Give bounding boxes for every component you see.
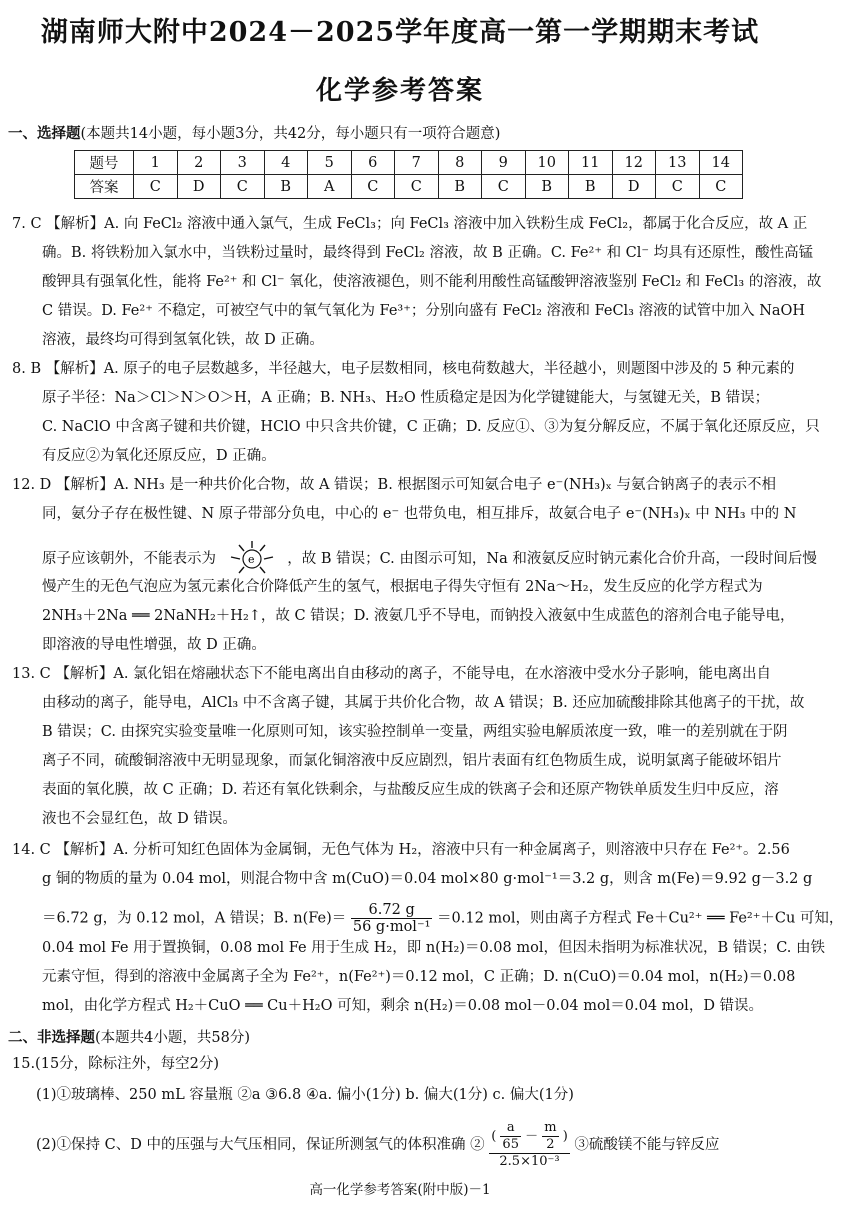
q12-line: 同，氨分子存在极性键、N 原子带部分负电，中心的 e⁻ 也带负电，相互排斥，故氨合电子 e⁻(NH₃)ₓ 中 NH₃ 中的 N — [42, 506, 797, 522]
q12-line: 即溶液的导电性增强，故 D 正确。 — [42, 637, 266, 653]
table-cell: C — [656, 175, 700, 199]
table-cell: 14 — [699, 151, 743, 175]
q14-line: 14. C 【解析】A. 分析可知红色固体为金属铜，无色气体为 H₂，溶液中只有一种金属离子，则溶液中只存在 Fe²⁺。2.56 — [12, 842, 790, 858]
fraction-a-over-65 — [500, 1120, 521, 1153]
q14-line: 元素守恒，得到的溶液中金属离子全为 Fe²⁺，n(Fe²⁺)＝0.12 mol，C 正确；D. n(CuO)＝0.04 mol，n(H₂)＝0.08 — [42, 969, 796, 985]
fraction-formula — [489, 1120, 570, 1170]
q7-line: 7. C 【解析】A. 向 FeCl₂ 溶液中通入氯气，生成 FeCl₃；向 FeCl₃ 溶液中加入铁粉生成 FeCl₂，都属于化合反应，故 A 正 — [12, 216, 808, 232]
table-cell: C — [221, 175, 265, 199]
q13-line: 离子不同，硫酸铜溶液中无明显现象，而氯化铜溶液中反应剧烈，铝片表面有红色物质生成，说明氯离子能破坏铝片 — [42, 753, 782, 769]
q13-line: 液也不会显红色，故 D 错误。 — [42, 811, 237, 827]
q14-line-start: ＝6.72 g，为 0.12 mol，A 错误；B. n(Fe)＝ — [42, 910, 347, 927]
q13-line: 13. C 【解析】A. 氯化铝在熔融状态下不能电离出自由移动的离子，不能导电，在水溶液中受水分子影响，能电离出自 — [12, 666, 772, 682]
fraction-m-over-2 — [542, 1120, 558, 1153]
table-cell: B — [438, 175, 482, 199]
q12-line: 2NH₃＋2Na ══ 2NaNH₂＋H₂↑，故 C 错误；D. 液氨几乎不导电，而钠投入液氨中生成蓝色的溶剂合电子能导电， — [42, 608, 795, 624]
q15-part-2-start: (2)①保持 C、D 中的压强与大气压相同，保证所测氢气的体积准确 ② — [36, 1137, 485, 1153]
table-cell: A — [308, 175, 352, 199]
table-cell: C — [699, 175, 743, 199]
table-cell: 2 — [177, 151, 221, 175]
table-cell: C — [351, 175, 395, 199]
row-label-number: 题号 — [75, 151, 134, 175]
q8-line: 有反应②为氧化还原反应，D 正确。 — [42, 448, 276, 464]
table-cell: 10 — [525, 151, 569, 175]
svg-text:e: e — [247, 553, 255, 566]
table-cell: 3 — [221, 151, 265, 175]
table-row-numbers — [75, 151, 743, 175]
q15-part-1: (1)①玻璃棒、250 mL 容量瓶 ②a ③6.8 ④a. 偏小(1分) b. 偏大(1分) c. 偏大(1分) — [36, 1087, 574, 1103]
table-cell: 1 — [134, 151, 178, 175]
q7-line: 确。B. 将铁粉加入氯水中，当铁粉过量时，最终得到 FeCl₂ 溶液，故 B 正确。C. Fe²⁺ 和 Cl⁻ 均具有还原性，酸性高锰 — [42, 245, 814, 261]
q13-line: B 错误；C. 由探究实验变量唯一化原则可知，该实验控制单一变量，两组实验电解质浓度一致，唯一的差别就在于阴 — [42, 724, 788, 740]
table-cell: B — [569, 175, 613, 199]
fraction-denominator: 2 — [546, 1137, 555, 1152]
section-2-title: 二、非选择题 — [8, 1029, 95, 1046]
section-1-title: 一、选择题 — [8, 125, 81, 142]
table-cell: D — [177, 175, 221, 199]
page-subtitle: 化学参考答案 — [315, 76, 484, 106]
page-title: 湖南师大附中2024－2025学年度高一第一学期期末考试 — [40, 17, 760, 48]
page-footer: 高一化学参考答案(附中版)－1 — [309, 1182, 491, 1198]
fraction-denominator: 56 g·mol⁻¹ — [352, 919, 431, 935]
table-row-answers — [75, 175, 743, 199]
table-cell: C — [395, 175, 439, 199]
q8-line: 原子半径：Na＞Cl＞N＞O＞H，A 正确；B. NH₃、H₂O 性质稳定是因为化学键键能大，与氢键无关，B 错误； — [42, 390, 770, 406]
table-cell: C — [134, 175, 178, 199]
q15-part-2-end: ③硫酸镁不能与锌反应 — [574, 1137, 720, 1153]
table-cell: 11 — [569, 151, 613, 175]
q7-line: C 错误。D. Fe²⁺ 不稳定，可被空气中的氧气氧化为 Fe³⁺；分别向盛有 FeCl₂ 溶液和 FeCl₃ 溶液的试管中加入 NaOH — [42, 303, 806, 319]
q13-line: 由移动的离子，能导电，AlCl₃ 中不含离子键，其属于共价化合物，故 A 错误；B. 还应加硫酸排除其他离子的干扰，故 — [42, 695, 805, 711]
section-2-note: (本题共4小题，共58分) — [95, 1030, 250, 1046]
row-label-answer: 答案 — [75, 175, 134, 199]
table-cell: 13 — [656, 151, 700, 175]
table-cell: 5 — [308, 151, 352, 175]
solvated-electron-diagram — [221, 539, 283, 579]
q14-line-end: ＝0.12 mol，则由离子方程式 Fe＋Cu²⁺ ══ Fe²⁺＋Cu 可知， — [437, 910, 843, 927]
table-cell: 4 — [264, 151, 308, 175]
section-1-heading — [8, 122, 500, 143]
q12-line-end: ，故 B 错误；C. 由图示可知，Na 和液氨反应时钠元素化合价升高，一段时间后慢 — [287, 551, 817, 567]
q8-line: 8. B 【解析】A. 原子的电子层数越多，半径越大，电子层数相同，核电荷数越大，半径越小，则题图中涉及的 5 种元素的 — [12, 361, 795, 377]
q14-line: g 铜的物质的量为 0.04 mol，则混合物中含 m(CuO)＝0.04 mol×80 g·mol⁻¹＝3.2 g，则含 m(Fe)＝9.92 g－3.2 g — [42, 871, 813, 887]
table-cell: 9 — [482, 151, 526, 175]
fraction-numerator: m — [544, 1120, 557, 1135]
table-cell: 12 — [612, 151, 656, 175]
q12-line: 12. D 【解析】A. NH₃ 是一种共价化合物，故 A 错误；B. 根据图示可知氨合电子 e⁻(NH₃)ₓ 与氨合钠离子的表示不相 — [12, 477, 776, 493]
fraction-numerator: 6.72 g — [351, 902, 433, 919]
q8-line: C. NaClO 中含离子键和共价键，HClO 中只含共价键，C 正确；D. 反应①、③为复分解反应，不属于氧化还原反应，只 — [42, 419, 820, 435]
table-cell: D — [612, 175, 656, 199]
q14-line: 0.04 mol Fe 用于置换铜，0.08 mol Fe 用于生成 H₂，即 n(H₂)＝0.08 mol，但因未指明为标准状况，B 错误；C. 由铁 — [42, 940, 826, 956]
q15-part-2 — [36, 1120, 719, 1170]
fraction-numerator: ( $\frac{a}{65}$ － $\frac{m}{2}$ ) — [491, 1120, 568, 1152]
table-cell: 8 — [438, 151, 482, 175]
section-2-heading — [8, 1026, 250, 1047]
table-cell: 6 — [351, 151, 395, 175]
q14-line — [42, 902, 843, 935]
fraction-numerator: a — [500, 1120, 521, 1137]
table-cell: B — [264, 175, 308, 199]
q14-line: mol，由化学方程式 H₂＋CuO ══ Cu＋H₂O 可知，剩余 n(H₂)＝0.08 mol－0.04 mol＝0.04 mol，D 错误。 — [42, 998, 764, 1014]
fraction-denominator: 65 — [502, 1137, 519, 1152]
table-cell: 7 — [395, 151, 439, 175]
q7-line: 酸钾具有强氧化性，能将 Fe²⁺ 和 Cl⁻ 氧化，使溶液褪色，则不能利用酸性高锰酸钾溶液鉴别 FeCl₂ 和 FeCl₃ 的溶液，故 — [42, 274, 822, 290]
q15-heading: 15.(15分，除标注外，每空2分) — [12, 1056, 220, 1072]
table-cell: C — [482, 175, 526, 199]
fraction-iron-moles — [351, 902, 433, 935]
q12-line: 慢产生的无色气泡应为氢元素化合价降低产生的氢气，根据电子得失守恒有 2Na～H₂，发生反应的化学方程式为 — [42, 579, 763, 595]
q7-line: 溶液，最终均可得到氢氧化铁，故 D 正确。 — [42, 332, 324, 348]
answer-table — [74, 150, 743, 199]
table-cell: B — [525, 175, 569, 199]
q12-line-start: 原子应该朝外，不能表示为 — [42, 551, 216, 567]
section-1-note: (本题共14小题，每小题3分，共42分，每小题只有一项符合题意) — [80, 126, 501, 142]
q12-line — [42, 539, 817, 579]
q13-line: 表面的氧化膜，故 C 正确；D. 若还有氧化铁剩余，与盐酸反应生成的铁离子会和还原产物铁单质发生归中反应，溶 — [42, 782, 779, 798]
fraction-denominator: 2.5×10⁻³ — [499, 1154, 560, 1169]
